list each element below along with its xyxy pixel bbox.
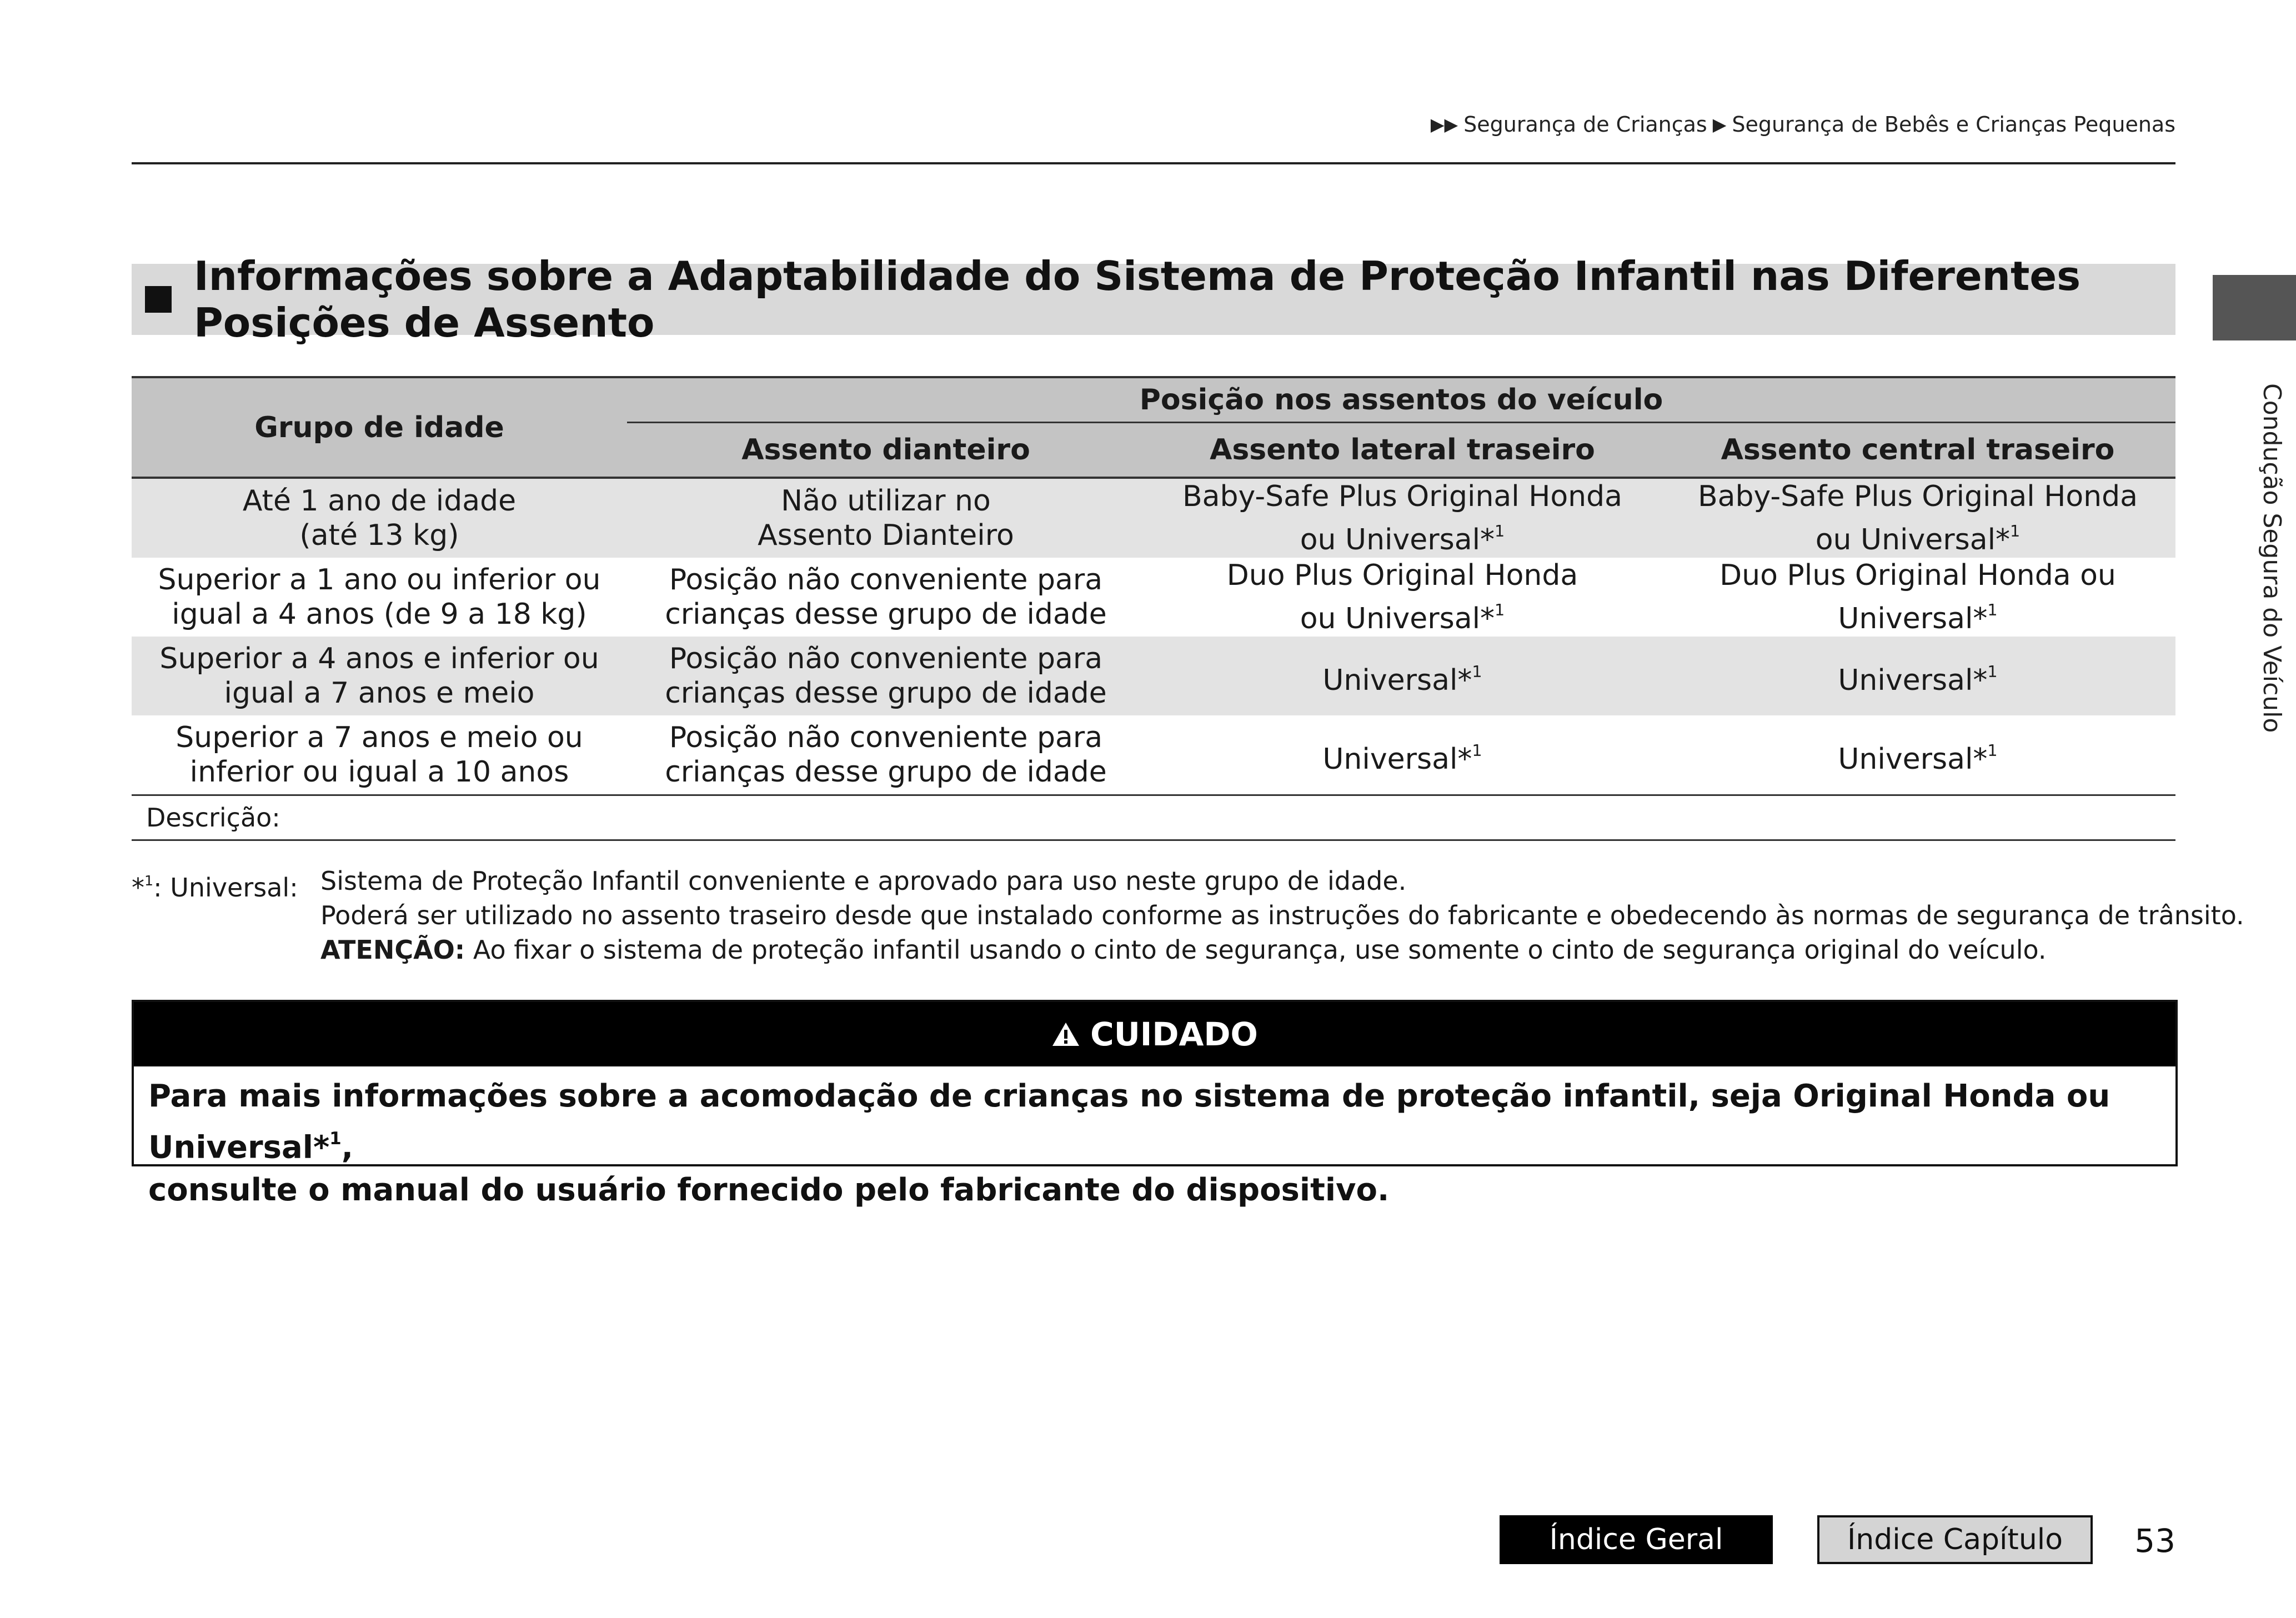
cell-front: Posição não conveniente para crianças desse grupo de idade <box>627 715 1145 795</box>
cell-age-group: Superior a 1 ano ou inferior ou igual a 4 anos (de 9 a 18 kg) <box>132 558 627 637</box>
header-rear-lateral-seat: Assento lateral traseiro <box>1145 423 1660 478</box>
table-row <box>132 478 2175 558</box>
header-front-seat: Assento dianteiro <box>627 423 1145 478</box>
cell-age-group: Superior a 7 anos e meio ou inferior ou igual a 10 anos <box>132 715 627 795</box>
cell-rear-central: Universal*$^1$ <box>1660 637 2175 715</box>
compatibility-table <box>132 376 2175 841</box>
cell-age-group: Até 1 ano de idade (até 13 kg) <box>132 478 627 558</box>
footnote <box>132 864 2244 967</box>
cell-rear-central: Universal*$^1$ <box>1660 715 2175 795</box>
black-square-icon <box>145 286 172 313</box>
warning-triangle-icon <box>1051 1021 1080 1047</box>
cell-rear-central: Baby-Safe Plus Original Honda ou Universal*$^1$ <box>1660 478 2175 558</box>
index-navigation <box>1500 1515 2093 1564</box>
caution-text: Para mais informações sobre a acomodação de crianças no sistema de proteção infantil, seja Original Honda ou Universal*$^1$, consulte o manual do usuário fornecido pelo fabricante do dispositivo. <box>148 1078 2110 1208</box>
cell-rear-lateral: Universal*$^1$ <box>1145 715 1660 795</box>
table-row <box>132 637 2175 715</box>
breadcrumb-item-child-safety[interactable]: Segurança de Crianças <box>1463 112 1707 137</box>
chapter-side-label: Condução Segura do Veículo <box>2258 383 2286 733</box>
table-row <box>132 715 2175 795</box>
cell-front: Posição não conveniente para crianças desse grupo de idade <box>627 558 1145 637</box>
section-title-bar <box>132 253 2175 346</box>
general-index-button[interactable]: Índice Geral <box>1500 1515 1773 1564</box>
cell-front: Não utilizar no Assento Dianteiro <box>627 478 1145 558</box>
footnote-line: Sistema de Proteção Infantil conveniente e aprovado para uso neste grupo de idade. <box>320 866 1407 896</box>
cell-rear-lateral: Baby-Safe Plus Original Honda ou Universal*$^1$ <box>1145 478 1660 558</box>
footnote-key: *$^1$: Universal: <box>132 873 298 903</box>
header-divider <box>132 162 2175 164</box>
chapter-tab <box>2213 275 2296 340</box>
header-seat-position: Posição nos assentos do veículo <box>627 377 2175 423</box>
double-triangle-right-icon: ▶▶ <box>1430 114 1458 135</box>
page-number: 53 <box>2134 1522 2175 1560</box>
header-age-group: Grupo de idade <box>132 377 627 478</box>
cell-front: Posição não conveniente para crianças desse grupo de idade <box>627 637 1145 715</box>
chapter-index-button[interactable]: Índice Capítulo <box>1817 1515 2093 1564</box>
triangle-right-icon: ▶ <box>1712 114 1727 135</box>
footnote-attention: ATENÇÃO: Ao fixar o sistema de proteção infantil usando o cinto de segurança, use somente o cinto de segurança original do veículo. <box>320 935 2047 965</box>
breadcrumb <box>1431 112 2175 137</box>
table-description-label: Descrição: <box>132 795 2175 840</box>
caution-title: CUIDADO <box>1090 1015 1258 1053</box>
cell-rear-lateral: Duo Plus Original Honda ou Universal*$^1$ <box>1145 558 1660 637</box>
table-row <box>132 558 2175 637</box>
header-rear-central-seat: Assento central traseiro <box>1660 423 2175 478</box>
caution-header <box>134 1002 2175 1066</box>
breadcrumb-item-infant-safety[interactable]: Segurança de Bebês e Crianças Pequenas <box>1732 112 2175 137</box>
cell-rear-lateral: Universal*$^1$ <box>1145 637 1660 715</box>
cell-rear-central: Duo Plus Original Honda ou Universal*$^1$ <box>1660 558 2175 637</box>
footnote-line: Poderá ser utilizado no assento traseiro desde que instalado conforme as instruções do fabricante e obedecendo às normas de segurança de trânsito. <box>320 900 2244 930</box>
caution-box <box>132 1000 2178 1208</box>
section-title: Informações sobre a Adaptabilidade do Sistema de Proteção Infantil nas Diferentes Posições de Assento <box>194 253 2081 346</box>
cell-age-group: Superior a 4 anos e inferior ou igual a 7 anos e meio <box>132 637 627 715</box>
